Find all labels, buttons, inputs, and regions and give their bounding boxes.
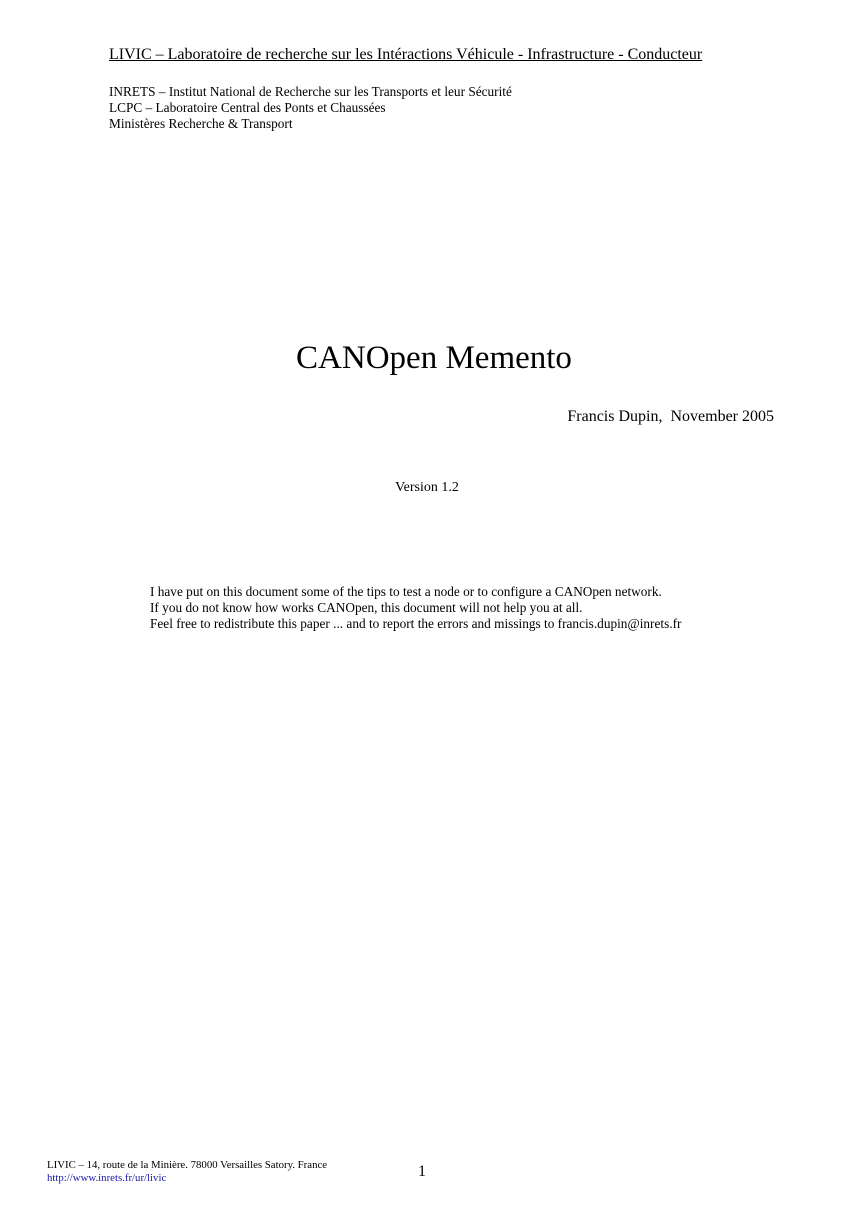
intro-line-2: If you do not know how works CANOpen, this document will not help you at all. — [150, 600, 583, 615]
lab-header: LIVIC – Laboratoire de recherche sur les Intéractions Véhicule - Infrastructure - Conducteur — [109, 46, 703, 63]
institution-inrets: INRETS – Institut National de Recherche sur les Transports et leur Sécurité — [109, 84, 512, 99]
document-title: CANOpen Memento — [296, 340, 572, 376]
institution-ministeres: Ministères Recherche & Transport — [109, 116, 293, 131]
author-date: Francis Dupin, November 2005 — [567, 408, 774, 425]
footer-url-link[interactable]: http://www.inrets.fr/ur/livic — [47, 1172, 167, 1184]
intro-line-3: Feel free to redistribute this paper ... and to report the errors and missings to francis.dupin@inrets.fr — [150, 616, 682, 631]
intro-line-1: I have put on this document some of the tips to test a node or to configure a CANOpen network. — [150, 584, 662, 599]
institution-lcpc: LCPC – Laboratoire Central des Ponts et Chaussées — [109, 100, 386, 115]
footer-address: LIVIC – 14, route de la Minière. 78000 Versailles Satory. France — [47, 1159, 328, 1171]
page-number: 1 — [418, 1163, 426, 1180]
version-label: Version 1.2 — [395, 480, 459, 495]
